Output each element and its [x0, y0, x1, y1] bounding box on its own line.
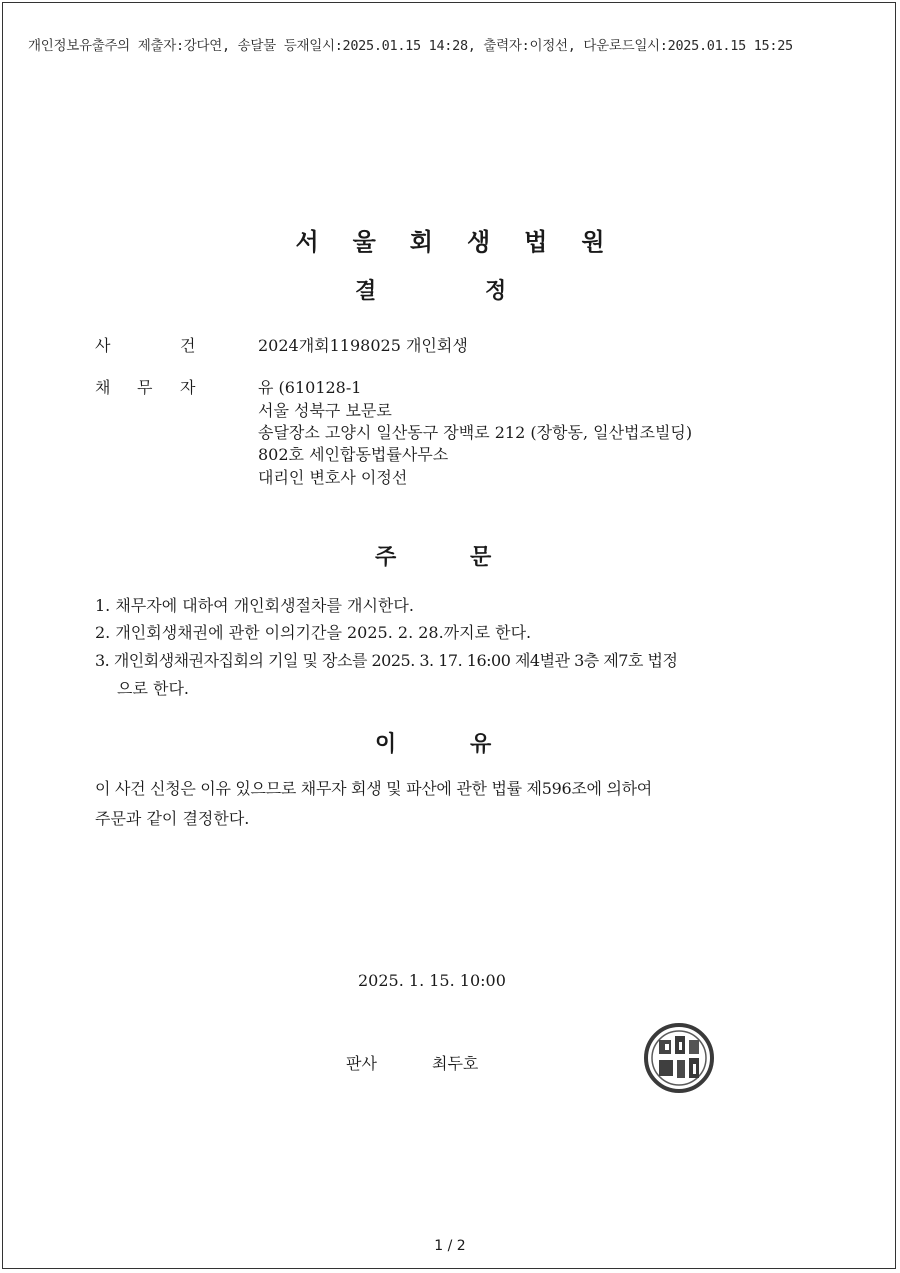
debtor-line-2: 서울 성북구 보문로	[258, 401, 392, 420]
judge-name: 최두호	[432, 1054, 479, 1073]
debtor-line-4: 802호 세인합동법률사무소	[258, 445, 449, 464]
print-header: 개인정보유출주의 제출자:강다연, 송달물 등재일시:2025.01.15 14:28, 출력자:이정선, 다운로드일시:2025.01.15 15:25	[28, 38, 793, 54]
court-seal-icon	[643, 1022, 715, 1094]
case-label-char-2: 건	[180, 336, 196, 355]
debtor-label-char-2: 무	[137, 378, 153, 397]
debtor-label-char-3: 자	[180, 378, 196, 397]
reason-heading-char-2: 유	[470, 732, 492, 757]
reason-text-line-1: 이 사건 신청은 이유 있으므로 채무자 회생 및 파산에 관한 법률 제596조에 의하여	[95, 779, 652, 798]
order-item-3-continued: 으로 한다.	[117, 679, 189, 698]
order-heading-char-2: 문	[470, 545, 492, 570]
title-char-1: 결	[355, 279, 377, 304]
court-name: 서울회생법원	[295, 228, 639, 256]
order-item-1: 1. 채무자에 대하여 개인회생절차를 개시한다.	[95, 596, 414, 615]
debtor-line-1: 유 (610128-1	[258, 378, 362, 397]
case-label-char-1: 사	[95, 336, 111, 355]
reason-heading-char-1: 이	[375, 732, 397, 757]
order-item-2: 2. 개인회생채권에 관한 이의기간을 2025. 2. 28.까지로 한다.	[95, 623, 532, 642]
title-char-2: 정	[485, 279, 507, 304]
debtor-line-3: 송달장소 고양시 일산동구 장백로 212 (장항동, 일산법조빌딩)	[258, 423, 693, 442]
case-number: 2024개회1198025 개인회생	[258, 336, 468, 355]
reason-text-line-2: 주문과 같이 결정한다.	[95, 809, 250, 828]
decision-date: 2025. 1. 15. 10:00	[358, 971, 506, 990]
debtor-label-char-1: 채	[95, 378, 111, 397]
order-item-3: 3. 개인회생채권자집회의 기일 및 장소를 2025. 3. 17. 16:00 제4별관 3층 제7호 법정	[95, 651, 678, 670]
judge-title: 판사	[346, 1054, 377, 1073]
order-heading-char-1: 주	[375, 545, 397, 570]
debtor-line-5: 대리인 변호사 이정선	[258, 468, 408, 487]
page-number: 1 / 2	[434, 1238, 466, 1254]
